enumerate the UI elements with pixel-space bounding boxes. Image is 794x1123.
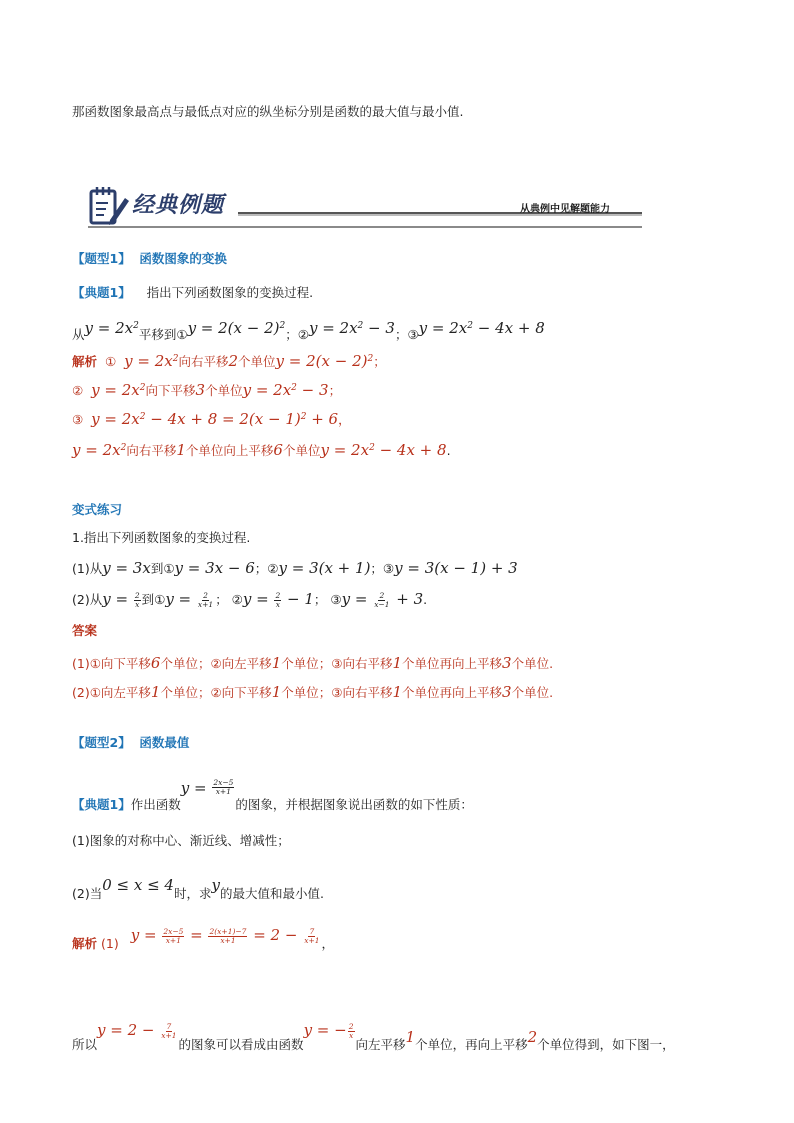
variant-q1: 1.指出下列函数图象的变换过程.	[72, 530, 251, 545]
banner-subtitle: 从典例中见解题能力	[520, 204, 610, 215]
variant-p2: (2)从y = $\frac{2}{x}$ 到①y = $\frac{2}{x+1}$ ； ②y = $\frac{2}{x}$ − 1； ③y = $\frac{2}{x-1}$ + 3.	[72, 590, 428, 609]
example1-text: 指出下列函数图象的变换过程.	[146, 285, 314, 300]
solution-line-3: ③ $y = 2x^2 - 4x + 8 = 2(x - 1)^2 + 6$，	[72, 410, 351, 428]
banner	[88, 186, 644, 230]
example2-line: 【典题1】作出函数y = $\frac{2x-5}{x+1}$ 的图象，并根据图象说出函数的如下性质：	[72, 778, 473, 812]
example1-tag: 【典题1】	[72, 285, 131, 300]
formula-shift1: $y = 2(x - 2)^2$	[187, 319, 286, 337]
solution-line-2: ② $y = 2x^2$向下平移3个单位$y = 2x^2 - 3$；	[72, 381, 342, 399]
section2-title: 函数最值	[139, 735, 190, 750]
solution-label: 解析	[72, 354, 98, 369]
section1-tag: 【题型1】	[72, 251, 131, 266]
banner-bottom-rule	[88, 226, 642, 228]
section2-tag: 【题型2】	[72, 735, 131, 750]
formula-shift2: $y = 2x^2 - 3$	[308, 319, 395, 337]
notebook-pen-icon	[88, 186, 132, 228]
banner-title: 经典例题	[132, 193, 225, 218]
example2-q2: (2)当0 ≤ x ≤ 4时，求y的最大值和最小值.	[72, 876, 324, 901]
final-line: 所以y = 2 − $\frac{7}{x+1}$ 的图象可以看成由函数y = − $\frac{2}{x}$ 向左平移1个单位，再向上平移2个单位得到，如下图一，	[72, 1021, 675, 1052]
solution-line-4: $y = 2x^2$向右平移1个单位向上平移6个单位$y = 2x^2 - 4x + 8$.	[72, 441, 451, 459]
example2-q1: (1)图象的对称中心、渐近线、增减性；	[72, 833, 290, 848]
answer-line-1: (1)①向下平移6个单位；②向左平移1个单位；③向右平移1个单位再向上平移3个单位.	[72, 654, 554, 672]
section2-heading	[72, 735, 189, 750]
section1-heading	[72, 251, 227, 266]
solution-line-1: 解析 ① $y = 2x^2$向右平移2个单位$y = 2(x - 2)^2$；	[72, 352, 386, 370]
section1-title: 函数图象的变换	[139, 251, 227, 266]
solution2-line: 解析 (1) y = $\frac{2x-5}{x+1}$ = $\frac{2(x+1)-7}{x+1}$ = 2 − $\frac{7}{x+1}$ ，	[72, 926, 335, 951]
example1-line	[72, 285, 313, 300]
answer-label: 答案	[72, 623, 98, 638]
formula-y-2x2: $y = 2x^2$	[84, 319, 139, 337]
intro-text: 那函数图象最高点与最低点对应的纵坐标分别是函数的最大值与最小值.	[72, 104, 464, 119]
formula-shift3: $y = 2x^2 - 4x + 8$	[418, 319, 545, 337]
problem-line: 从$y = 2x^2$平移到①y = $2(x - 2)^2$；②y = $2x^2 - 3$；③y = $2x^2 - 4x + 8$	[72, 319, 545, 342]
variant-title: 变式练习	[72, 502, 123, 517]
variant-p1: (1)从y = 3x到①y = 3x − 6；②y = 3(x + 1)；③y = 3(x − 1) + 3	[72, 559, 518, 577]
answer-line-2: (2)①向左平移1个单位；②向下平移1个单位；③向右平移1个单位再向上平移3个单位.	[72, 683, 554, 701]
